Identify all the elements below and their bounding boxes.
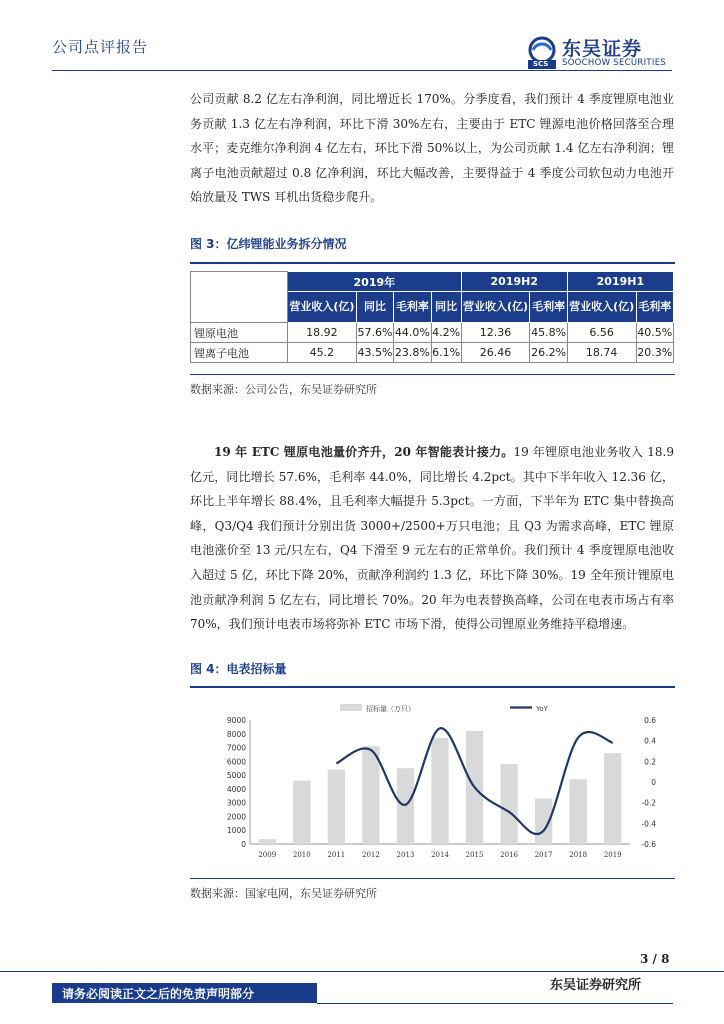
table-cell: 45.8% — [530, 323, 567, 343]
y-right-tick-label: -0.2 — [641, 798, 656, 808]
x-tick-label: 2016 — [500, 851, 519, 859]
table-row — [191, 323, 674, 343]
footer-rule — [0, 971, 724, 972]
column-header: 营业收入(亿) — [461, 292, 530, 323]
figure-3-rule-top — [190, 262, 675, 264]
table-cell: 43.5% — [356, 343, 393, 363]
legend-label-bars: 招标量（万只） — [366, 705, 415, 713]
x-tick-label: 2011 — [327, 851, 346, 859]
header-rule — [52, 70, 672, 71]
row-label: 锂离子电池 — [191, 343, 288, 363]
x-tick-label: 2019 — [603, 851, 622, 859]
bar — [293, 781, 310, 844]
paragraph-2-body: 19 年锂原电池业务收入 18.9 亿元，同比增长 57.6%，毛利率 44.0%，同比增长 4.2pct。其中下半年收入 12.36 亿，环比上半年增长 88.4%，且毛利率大幅提升 5.3pct。一方面，下半年为 ETC 集中替换高峰，Q3/Q4 我们预计分别出货 3000+/2500+万只电池；且 Q3 为需求高峰，ETC 锂原电池涨价至 13 元/只左右，Q4 下滑至 9 元左右的正常单价。我们预计 4 季度锂原电池收入超过 5 亿，环比下降 20%，贡献净利润约 1.3 亿，环比下降 30%。19 全年预计锂原电池贡献净利润 5 亿左右，同比增长 70%。20 年为电表替换高峰，公司在电表市场占有率 70%，我们预计电表市场将弥补 ETC 市场下滑，使得公司锂原业务维持平稳增速。 — [190, 445, 674, 632]
table-cell: 12.36 — [461, 323, 530, 343]
table-cell: 6.56 — [567, 323, 636, 343]
figure-3-rule-bottom — [190, 374, 675, 375]
column-header: 同比 — [356, 292, 393, 323]
legend-label-yoy: YoY — [536, 705, 548, 713]
legend-swatch-bars — [340, 704, 362, 711]
column-header: 同比 — [431, 292, 461, 323]
figure-3-source: 数据来源：公司公告，东吴证券研究所 — [190, 383, 377, 396]
y-left-tick-label: 4000 — [226, 784, 246, 794]
figure-3-title: 图 3：亿纬锂能业务拆分情况 — [190, 237, 347, 251]
y-left-tick-label: 8000 — [226, 729, 246, 739]
y-left-tick-label: 9000 — [226, 716, 246, 725]
y-left-tick-label: 5000 — [226, 771, 246, 781]
table-cell: 4.2% — [431, 323, 461, 343]
footer-firm: 东吴证券研究所 — [550, 978, 642, 993]
segment-table — [190, 271, 674, 363]
x-tick-label: 2014 — [431, 851, 449, 859]
table-cell: 26.2% — [530, 343, 567, 363]
paragraph-2-lead: 19 年 ETC 锂原电池量价齐升，20 年智能表计接力。 — [214, 445, 514, 459]
paragraph-1: 公司贡献 8.2 亿左右净利润，同比增近长 170%。分季度看，我们预计 4 季度锂原电池业务贡献 1.3 亿左右净利润，环比下滑 30%左右，主要由于 ETC 锂源电池价格回落至合理水平；麦克维尔净利润 4 亿左右，环比下滑 50%以上，为公司贡献 1.4 亿左右净利润；锂离子电池贡献超过 0.8 亿净利润，环比大幅改善，主要得益于 4 季度公司软包动力电池开始放量及 TWS 耳机出货稳步爬升。 — [190, 92, 674, 205]
bar — [570, 779, 587, 844]
figure-4-title: 图 4：电表招标量 — [190, 662, 287, 676]
page-number: 3 / 8 — [640, 952, 670, 966]
y-left-tick-label: 1000 — [226, 826, 246, 836]
bar — [328, 770, 345, 844]
bar — [397, 768, 414, 844]
bar — [259, 839, 276, 844]
group-header-2019h2: 2019H2 — [461, 272, 567, 292]
company-logo — [525, 34, 675, 72]
x-tick-label: 2018 — [569, 851, 588, 859]
y-left-tick-label: 3000 — [226, 798, 246, 808]
figure-4-rule-bottom — [190, 878, 675, 879]
y-left-tick-label: 2000 — [226, 812, 246, 822]
x-tick-label: 2013 — [396, 851, 415, 859]
table-cell: 44.0% — [394, 323, 431, 343]
y-left-tick-label: 6000 — [226, 757, 246, 767]
y-left-tick-label: 7000 — [226, 743, 246, 753]
column-header: 毛利率 — [394, 292, 431, 323]
row-label: 锂原电池 — [191, 323, 288, 343]
logo-mark-text: SCS — [533, 60, 549, 68]
table-cell: 45.2 — [288, 343, 357, 363]
y-right-tick-label: 0.4 — [644, 736, 656, 746]
group-header-2019h1: 2019H1 — [567, 272, 673, 292]
table-corner — [191, 272, 288, 323]
figure-4-source: 数据来源：国家电网，东吴证券研究所 — [190, 887, 377, 900]
figure-4-rule-top — [190, 686, 675, 688]
group-header-2019: 2019年 — [288, 272, 462, 292]
table-cell: 18.92 — [288, 323, 357, 343]
bar — [500, 764, 517, 844]
footer-disclaimer: 请务必阅读正文之后的免责声明部分 — [62, 987, 255, 1001]
logo-cn-text: 东吴证券 — [562, 38, 643, 60]
column-header: 营业收入(亿) — [288, 292, 357, 323]
y-left-tick-label: 0 — [241, 840, 246, 849]
table-cell: 18.74 — [567, 343, 636, 363]
table-cell: 23.8% — [394, 343, 431, 363]
footer-rule-bottom — [317, 1003, 673, 1004]
column-header: 营业收入(亿) — [567, 292, 636, 323]
table-cell: 6.1% — [431, 343, 461, 363]
y-right-tick-label: -0.4 — [641, 819, 656, 829]
bar — [362, 746, 379, 844]
table-cell: 20.3% — [636, 343, 673, 363]
y-right-tick-label: -0.6 — [641, 840, 656, 849]
x-tick-label: 2010 — [292, 851, 311, 859]
table-cell: 57.6% — [356, 323, 393, 343]
report-type-label: 公司点评报告 — [52, 38, 149, 56]
column-header: 毛利率 — [636, 292, 673, 323]
x-tick-label: 2017 — [534, 851, 553, 859]
x-tick-label: 2015 — [465, 851, 484, 859]
y-right-tick-label: 0 — [651, 778, 656, 787]
bar — [604, 753, 621, 844]
y-right-tick-label: 0.6 — [644, 716, 656, 725]
y-right-tick-label: 0.2 — [644, 757, 656, 767]
bar — [431, 738, 448, 844]
meter-tender-chart — [210, 700, 672, 865]
table-row — [191, 343, 674, 363]
table-cell: 26.46 — [461, 343, 530, 363]
column-header: 毛利率 — [530, 292, 567, 323]
logo-en-text: SOOCHOW SECURITIES — [562, 58, 667, 68]
x-tick-label: 2012 — [361, 851, 380, 859]
table-cell: 40.5% — [636, 323, 673, 343]
paragraph-2 — [190, 440, 674, 637]
x-tick-label: 2009 — [258, 851, 277, 859]
